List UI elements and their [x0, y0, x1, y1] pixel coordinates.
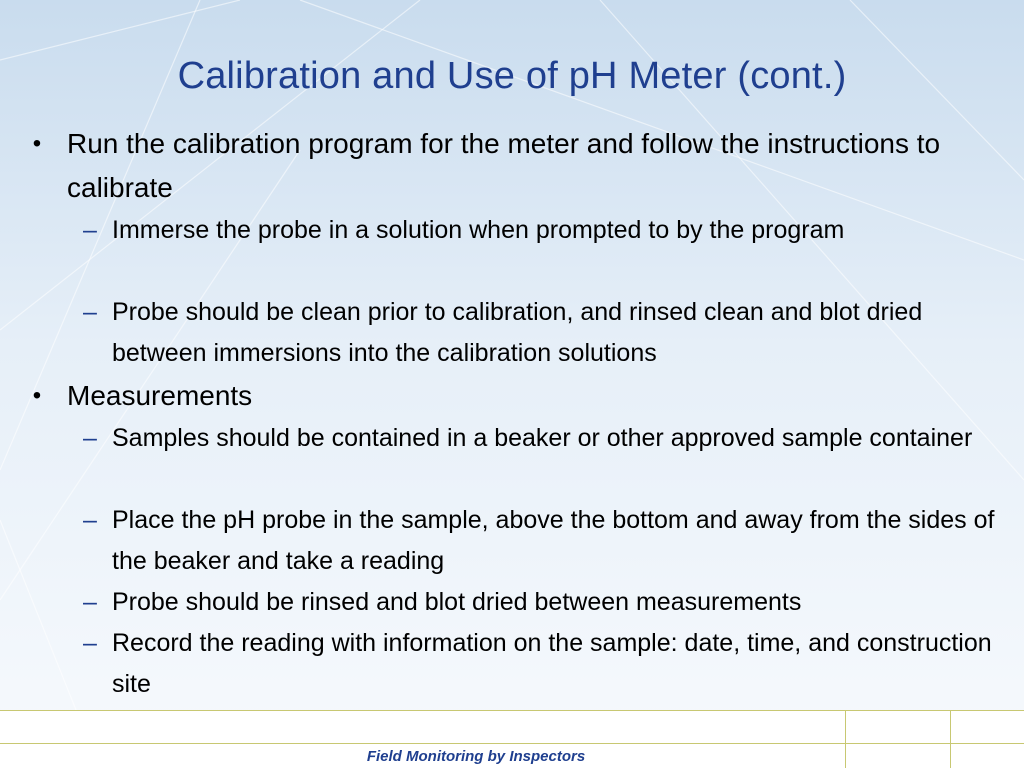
footer-caption: Field Monitoring by Inspectors: [366, 748, 586, 765]
dash-icon: –: [83, 588, 97, 616]
bullet-text: Run the calibration program for the meter and follow the instructions to calibrate: [67, 128, 941, 203]
sub-bullet-item: [83, 292, 1007, 374]
sub-bullet-text: Immerse the probe in a solution when prompted to by the program: [112, 216, 845, 244]
slide-title: Calibration and Use of pH Meter (cont.): [177, 55, 847, 97]
sub-bullet-text: Record the reading with information on the sample: date, time, and construction site: [112, 629, 992, 698]
dash-icon: –: [83, 424, 97, 452]
footer-rule-bottom: [0, 743, 1024, 744]
bullet-icon: •: [32, 382, 42, 409]
bullet-icon: •: [32, 130, 42, 157]
sub-bullet-item: [83, 210, 1007, 251]
sub-bullet-item: [83, 418, 1007, 459]
bullet-item: [32, 374, 997, 418]
dash-icon: –: [83, 506, 97, 534]
footer-rule-top: [0, 710, 1024, 711]
sub-bullet-item: [83, 582, 1007, 623]
sub-bullet-text: Probe should be clean prior to calibration, and rinsed clean and blot dried between immersions into the calibration solutions: [112, 298, 923, 367]
dash-icon: –: [83, 629, 97, 657]
sub-bullet-text: Samples should be contained in a beaker or other approved sample container: [112, 424, 973, 452]
sub-bullet-text: Probe should be rinsed and blot dried between measurements: [112, 588, 802, 616]
dash-icon: –: [83, 298, 97, 326]
sub-bullet-item: [83, 500, 1007, 582]
sub-bullet-text: Place the pH probe in the sample, above the bottom and away from the sides of the beaker and take a reading: [112, 506, 995, 575]
bullet-text: Measurements: [67, 380, 253, 411]
dash-icon: –: [83, 216, 97, 244]
bullet-item: [32, 122, 997, 210]
sub-bullet-item: [83, 623, 1007, 705]
